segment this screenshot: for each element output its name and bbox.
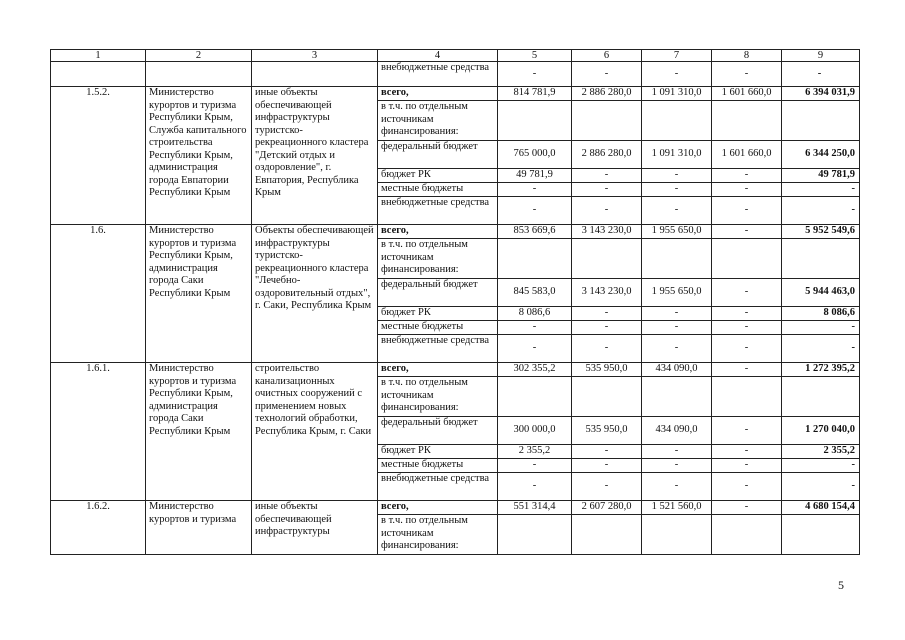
value-cell: - <box>572 473 642 501</box>
source-label-fed: федеральный бюджет <box>378 279 498 307</box>
value-cell: 49 781,9 <box>498 169 572 183</box>
column-number: 7 <box>642 50 712 62</box>
table-row <box>51 225 860 239</box>
value-cell: - <box>498 321 572 335</box>
value-cell: 535 950,0 <box>572 363 642 377</box>
value-cell: - <box>498 197 572 225</box>
value-cell: - <box>572 197 642 225</box>
value-cell: - <box>642 459 712 473</box>
source-label-vtch: в т.ч. по отдельным источникам финансирования: <box>378 377 498 417</box>
total-cell: 5 952 549,6 <box>782 225 860 239</box>
total-cell: 4 680 154,4 <box>782 501 860 515</box>
source-label: внебюджетные средства <box>378 62 498 87</box>
value-cell: - <box>712 459 782 473</box>
cell-empty <box>712 239 782 279</box>
cell-empty <box>498 239 572 279</box>
column-number: 9 <box>782 50 860 62</box>
cell-empty <box>712 377 782 417</box>
object-cell: иные объекты обеспечивающей инфраструктуры туристско-рекреационного кластера "Детский отдых и оздоровление", г. Евпатория, Республика Крым <box>252 87 378 225</box>
value-cell: - <box>572 321 642 335</box>
column-number-row <box>51 50 860 62</box>
value-cell: - <box>572 183 642 197</box>
executor-cell: Министерство курортов и туризма <box>146 501 252 555</box>
item-number: 1.5.2. <box>51 87 146 225</box>
value-cell: - <box>498 62 572 87</box>
value-cell: 3 143 230,0 <box>572 225 642 239</box>
value-cell: 845 583,0 <box>498 279 572 307</box>
value-cell: 814 781,9 <box>498 87 572 101</box>
value-cell: - <box>572 307 642 321</box>
source-label-vsego: всего, <box>378 363 498 377</box>
value-cell: - <box>712 473 782 501</box>
value-cell: 434 090,0 <box>642 417 712 445</box>
value-cell: - <box>642 445 712 459</box>
cell-empty <box>572 239 642 279</box>
total-cell: 2 355,2 <box>782 445 860 459</box>
value-cell: 300 000,0 <box>498 417 572 445</box>
value-cell: - <box>712 62 782 87</box>
value-cell: 1 091 310,0 <box>642 87 712 101</box>
cell-empty <box>498 515 572 555</box>
source-label-rk: бюджет РК <box>378 445 498 459</box>
column-number: 1 <box>51 50 146 62</box>
value-cell: 551 314,4 <box>498 501 572 515</box>
table-row <box>51 363 860 377</box>
total-cell: 6 344 250,0 <box>782 141 860 169</box>
value-cell: 8 086,6 <box>498 307 572 321</box>
value-cell: - <box>572 445 642 459</box>
table-row <box>51 501 860 515</box>
total-cell: - <box>782 459 860 473</box>
value-cell: - <box>712 417 782 445</box>
value-cell: - <box>712 501 782 515</box>
object-cell: иные объекты обеспечивающей инфраструктуры <box>252 501 378 555</box>
value-cell: - <box>642 183 712 197</box>
value-cell: 1 091 310,0 <box>642 141 712 169</box>
column-number: 6 <box>572 50 642 62</box>
total-cell: - <box>782 335 860 363</box>
value-cell: - <box>642 473 712 501</box>
column-number: 4 <box>378 50 498 62</box>
value-cell: 1 955 650,0 <box>642 225 712 239</box>
total-cell: 1 272 395,2 <box>782 363 860 377</box>
executor-cell: Министерство курортов и туризма Республики Крым, администрация города Саки Республики Крым <box>146 225 252 363</box>
cell-empty <box>252 62 378 87</box>
object-cell: Объекты обеспечивающей инфраструктуры туристско-рекреационного кластера "Лечебно-оздоровительный отдых", г. Саки, Республика Крым <box>252 225 378 363</box>
source-label-vtch: в т.ч. по отдельным источникам финансирования: <box>378 239 498 279</box>
value-cell: 853 669,6 <box>498 225 572 239</box>
value-cell: - <box>572 62 642 87</box>
value-cell: 2 886 280,0 <box>572 141 642 169</box>
source-label-vsego: всего, <box>378 225 498 239</box>
source-label-vsego: всего, <box>378 501 498 515</box>
total-cell: 6 394 031,9 <box>782 87 860 101</box>
column-number: 3 <box>252 50 378 62</box>
cell-empty <box>782 239 860 279</box>
value-cell: - <box>498 473 572 501</box>
value-cell: - <box>642 335 712 363</box>
value-cell: 535 950,0 <box>572 417 642 445</box>
value-cell: 1 955 650,0 <box>642 279 712 307</box>
cell-empty <box>782 377 860 417</box>
total-cell: - <box>782 183 860 197</box>
value-cell: 2 886 280,0 <box>572 87 642 101</box>
source-label-mest: местные бюджеты <box>378 459 498 473</box>
value-cell: - <box>712 279 782 307</box>
total-cell: - <box>782 62 860 87</box>
cell-empty <box>498 377 572 417</box>
cell-empty <box>572 101 642 141</box>
value-cell: 765 000,0 <box>498 141 572 169</box>
source-label-vneb: внебюджетные средства <box>378 197 498 225</box>
object-cell: строительство канализационных очистных сооружений с применением новых технологий обработки, Республика Крым, г. Саки <box>252 363 378 501</box>
table-body <box>51 50 860 555</box>
cell-empty <box>146 62 252 87</box>
total-cell: - <box>782 197 860 225</box>
total-cell: 8 086,6 <box>782 307 860 321</box>
value-cell: - <box>572 335 642 363</box>
value-cell: - <box>572 169 642 183</box>
value-cell: - <box>498 459 572 473</box>
executor-cell: Министерство курортов и туризма Республики Крым, администрация города Саки Республики Крым <box>146 363 252 501</box>
source-label-rk: бюджет РК <box>378 169 498 183</box>
source-label-rk: бюджет РК <box>378 307 498 321</box>
value-cell: - <box>712 169 782 183</box>
value-cell: 2 607 280,0 <box>572 501 642 515</box>
value-cell: - <box>498 183 572 197</box>
source-label-mest: местные бюджеты <box>378 183 498 197</box>
total-cell: - <box>782 321 860 335</box>
total-cell: - <box>782 473 860 501</box>
page-number: 5 <box>838 578 844 592</box>
total-cell: 1 270 040,0 <box>782 417 860 445</box>
value-cell: - <box>712 445 782 459</box>
value-cell: 302 355,2 <box>498 363 572 377</box>
value-cell: - <box>712 225 782 239</box>
cell-empty <box>572 515 642 555</box>
cell-empty <box>782 515 860 555</box>
cell-empty <box>782 101 860 141</box>
value-cell: - <box>572 459 642 473</box>
item-number: 1.6. <box>51 225 146 363</box>
cell-empty <box>712 515 782 555</box>
value-cell: - <box>642 307 712 321</box>
executor-cell: Министерство курортов и туризма Республики Крым, Служба капитального строительства Республики Крым, администрация города Евпатории Республики Крым <box>146 87 252 225</box>
value-cell: - <box>712 197 782 225</box>
source-label-vtch: в т.ч. по отдельным источникам финансирования: <box>378 515 498 555</box>
cell-empty <box>642 239 712 279</box>
table-row <box>51 62 860 87</box>
value-cell: - <box>712 335 782 363</box>
total-cell: 5 944 463,0 <box>782 279 860 307</box>
source-label-fed: федеральный бюджет <box>378 417 498 445</box>
value-cell: - <box>712 183 782 197</box>
value-cell: 1 601 660,0 <box>712 141 782 169</box>
cell-empty <box>712 101 782 141</box>
value-cell: 2 355,2 <box>498 445 572 459</box>
cell-empty <box>642 515 712 555</box>
value-cell: - <box>498 335 572 363</box>
value-cell: - <box>712 363 782 377</box>
source-label-vtch: в т.ч. по отдельным источникам финансирования: <box>378 101 498 141</box>
table-row <box>51 87 860 101</box>
value-cell: - <box>712 321 782 335</box>
source-label-vneb: внебюджетные средства <box>378 473 498 501</box>
column-number: 2 <box>146 50 252 62</box>
value-cell: 434 090,0 <box>642 363 712 377</box>
value-cell: - <box>642 62 712 87</box>
item-number: 1.6.1. <box>51 363 146 501</box>
total-cell: 49 781,9 <box>782 169 860 183</box>
cell-empty <box>498 101 572 141</box>
item-number: 1.6.2. <box>51 501 146 555</box>
cell-empty <box>642 377 712 417</box>
budget-table <box>50 49 860 555</box>
source-label-fed: федеральный бюджет <box>378 141 498 169</box>
cell-empty <box>642 101 712 141</box>
value-cell: 1 601 660,0 <box>712 87 782 101</box>
source-label-vneb: внебюджетные средства <box>378 335 498 363</box>
column-number: 5 <box>498 50 572 62</box>
value-cell: - <box>642 169 712 183</box>
column-number: 8 <box>712 50 782 62</box>
value-cell: - <box>642 197 712 225</box>
cell-empty <box>51 62 146 87</box>
source-label-vsego: всего, <box>378 87 498 101</box>
source-label-mest: местные бюджеты <box>378 321 498 335</box>
cell-empty <box>572 377 642 417</box>
value-cell: - <box>712 307 782 321</box>
value-cell: - <box>642 321 712 335</box>
value-cell: 1 521 560,0 <box>642 501 712 515</box>
value-cell: 3 143 230,0 <box>572 279 642 307</box>
